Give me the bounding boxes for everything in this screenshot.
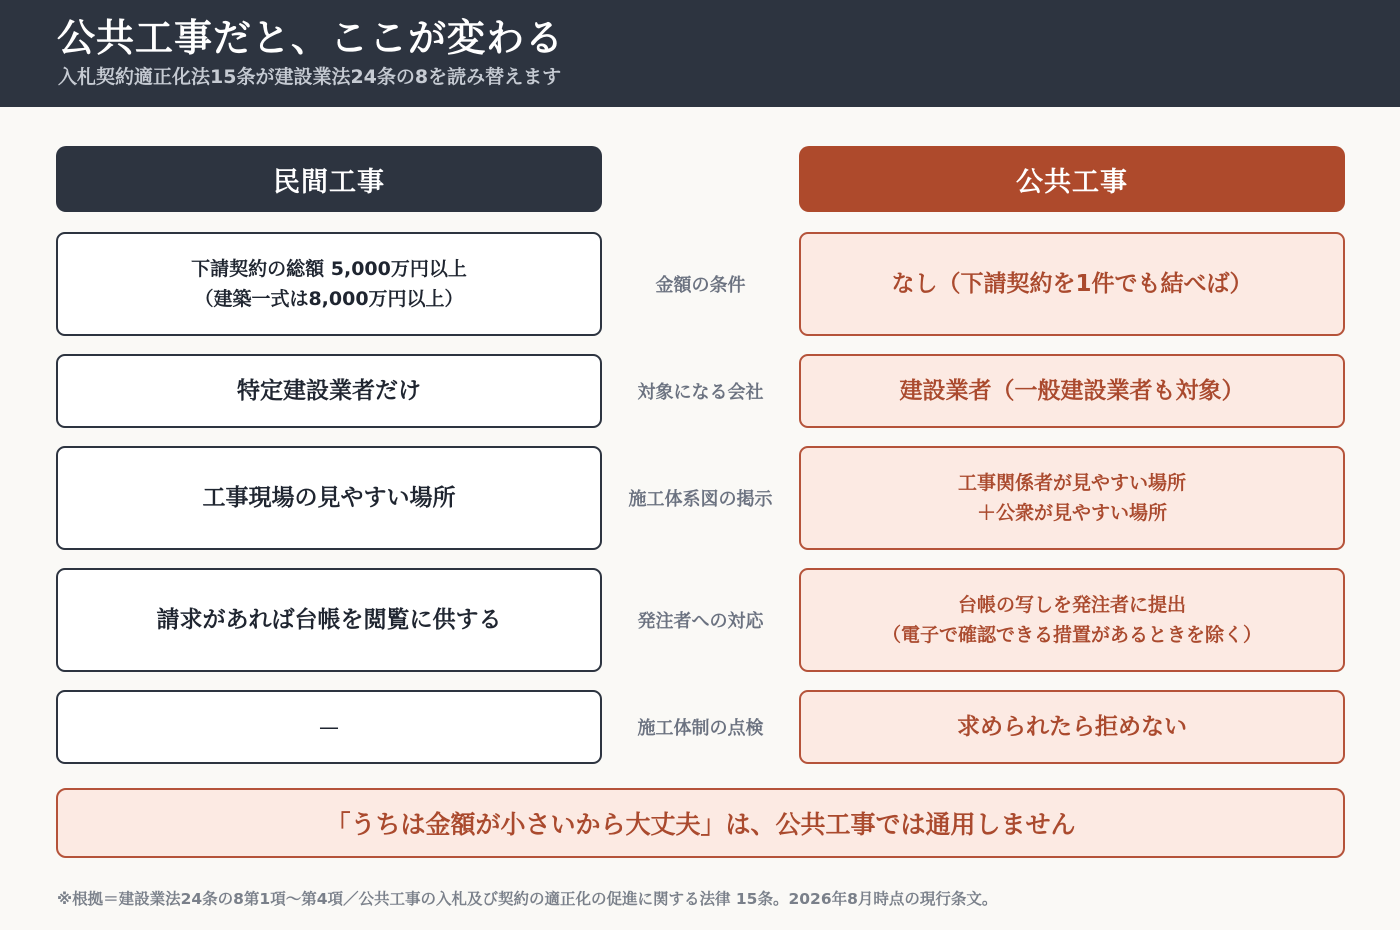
row-2-private-cell: 特定建設業者だけ	[56, 354, 602, 428]
row-4-label: 発注者への対応	[637, 611, 764, 632]
row-4-public-cell: 台帳の写しを発注者に提出 （電子で確認できる措置があるときを除く）	[799, 568, 1345, 672]
row-5-label: 施工体制の点検	[637, 718, 764, 739]
row-3-private-cell: 工事現場の見やすい場所	[56, 446, 602, 550]
row-1-label: 金額の条件	[655, 275, 746, 296]
row-5-private-cell: —	[56, 690, 602, 764]
column-header-private: 民間工事	[56, 146, 602, 212]
footnote: ※根拠＝建設業法24条の8第1項〜第4項／公共工事の入札及び契約の適正化の促進に関する法律 15条。2026年8月時点の現行条文。	[57, 890, 998, 908]
row-2-public-cell: 建設業者（一般建設業者も対象）	[799, 354, 1345, 428]
column-header-public: 公共工事	[799, 146, 1345, 212]
row-4-private-cell: 請求があれば台帳を閲覧に供する	[56, 568, 602, 672]
callout-banner: 「うちは金額が小さいから大丈夫」は、公共工事では通用しません	[56, 788, 1345, 858]
row-3-label: 施工体系図の掲示	[628, 489, 773, 510]
row-1-public-cell: なし（下請契約を1件でも結べば）	[799, 232, 1345, 336]
row-2-label: 対象になる会社	[637, 382, 764, 403]
page-title: 公共工事だと、ここが変わる	[57, 16, 565, 60]
row-5-public-cell: 求められたら拒めない	[799, 690, 1345, 764]
page-subtitle: 入札契約適正化法15条が建設業法24条の8を読み替えます	[58, 66, 562, 88]
header-banner	[0, 0, 1400, 107]
row-1-private-cell: 下請契約の総額 5,000万円以上 （建築一式は8,000万円以上）	[56, 232, 602, 336]
row-3-public-cell: 工事関係者が見やすい場所 ＋公衆が見やすい場所	[799, 446, 1345, 550]
